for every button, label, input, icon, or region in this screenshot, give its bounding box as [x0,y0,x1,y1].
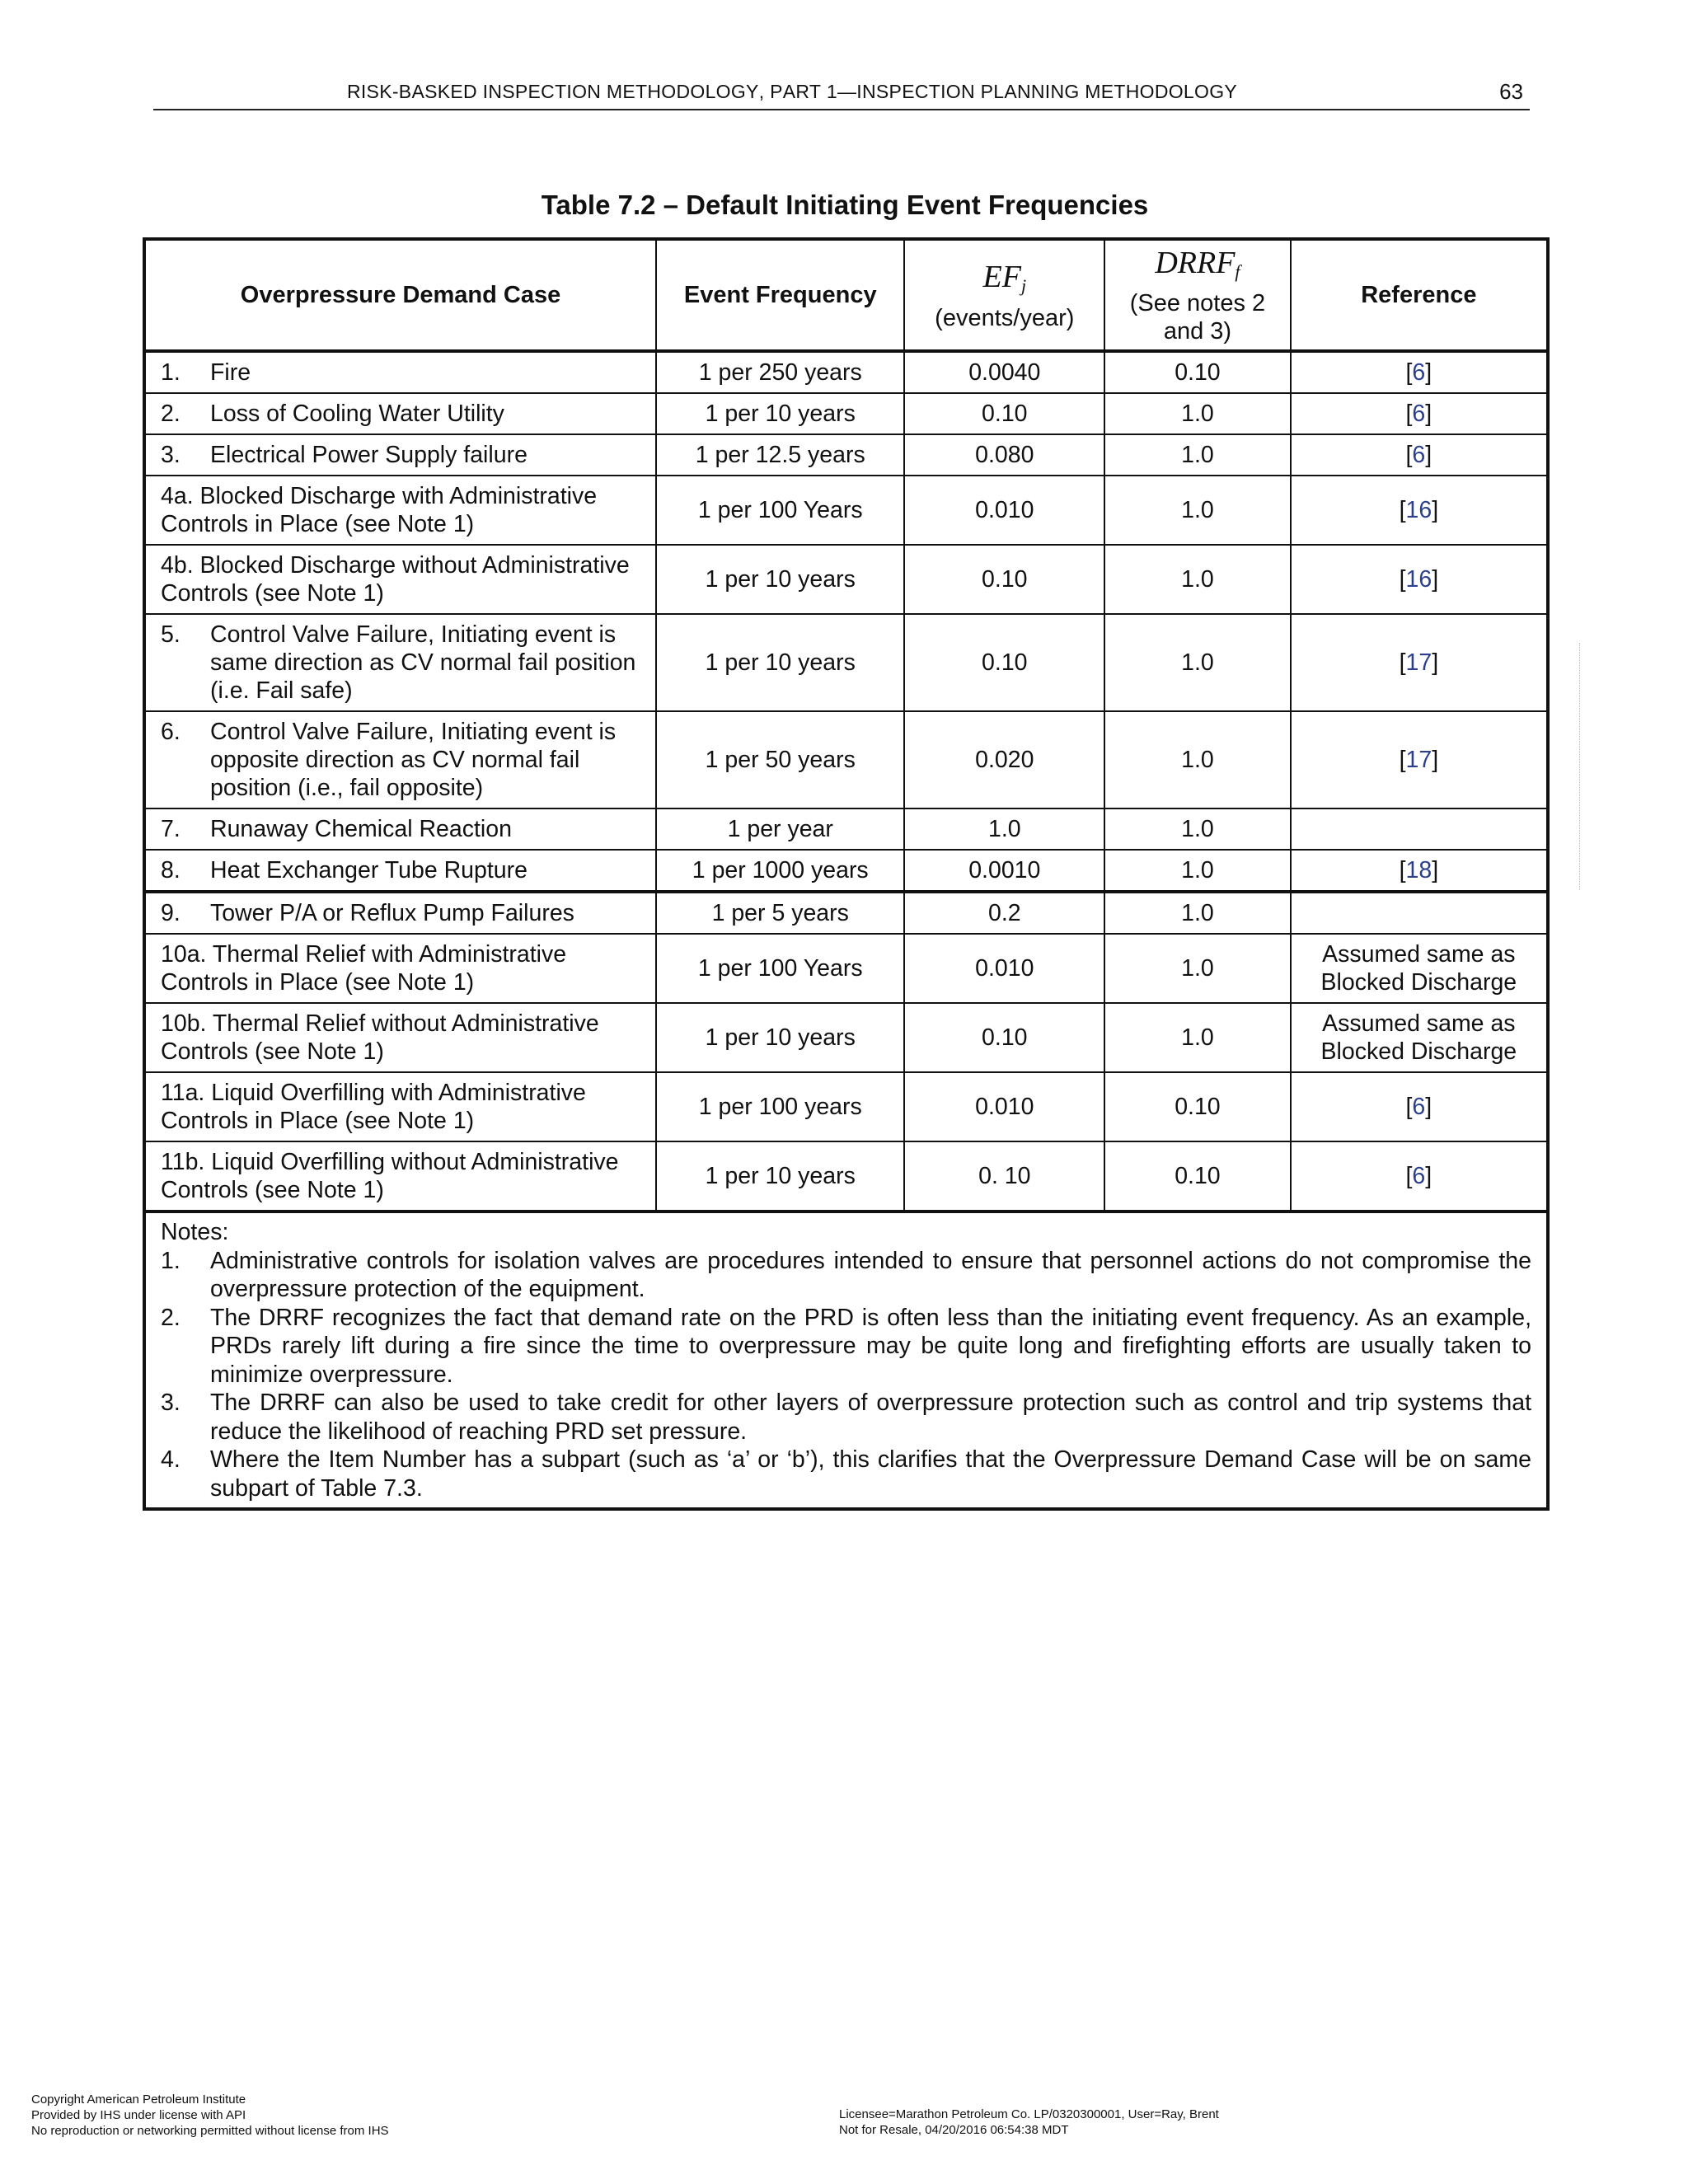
table-row: 6. Control Valve Failure, Initiating event is opposite direction as CV normal fail position (i.e., fail opposite) 1 per 50 years 0.020 1.0 [17] [144,711,1548,808]
reference-link[interactable]: 17 [1405,747,1432,773]
footer-license: Licensee=Marathon Petroleum Co. LP/0320300001, User=Ray, Brent Not for Resale, 04/20/2016 06:54:38 MDT [839,2107,1219,2137]
note-item: 3. The DRRF can also be used to take credit for other layers of overpressure protection such as control and trip systems that reduce the likelihood of reaching PRD set pressure. [161,1390,1531,1445]
note-item: 1. Administrative controls for isolation valves are procedures intended to ensure that personnel actions do not compromise the overpressure protection of the equipment. [161,1247,1531,1302]
col-header-frequency: Event Frequency [656,239,904,351]
table-row: 3. Electrical Power Supply failure 1 per 12.5 years 0.080 1.0 [6] [144,434,1548,476]
running-header [153,79,1530,110]
table-row: 2. Loss of Cooling Water Utility 1 per 10 years 0.10 1.0 [6] [144,393,1548,434]
notes-row [144,1212,1548,1509]
table-row: 11b. Liquid Overfilling without Administrative Controls (see Note 1) 1 per 10 years 0. 10 0.10 [6] [144,1141,1548,1212]
notes-cell [144,1212,1548,1509]
table-row: 1. Fire 1 per 250 years 0.0040 0.10 [6] [144,351,1548,393]
reference-link[interactable]: 16 [1405,566,1432,593]
margin-marks [1579,643,1583,890]
table-row: 9. Tower P/A or Reflux Pump Failures 1 per 5 years 0.2 1.0 [144,892,1548,934]
running-header-title: RISK-BASKED INSPECTION METHODOLOGY, PART 1—INSPECTION PLANNING METHODOLOGY [346,81,1238,102]
note-item: 4. Where the Item Number has a subpart (such as ‘a’ or ‘b’), this clarifies that the Overpressure Demand Case will be on same subpart of Table 7.3. [161,1446,1531,1502]
reference-link[interactable]: 18 [1405,857,1432,883]
table-row: 4b. Blocked Discharge without Administrative Controls (see Note 1) 1 per 10 years 0.10 1.0 [16] [144,545,1548,614]
table-title: Table 7.2 – Default Initiating Event Frequencies [541,190,1149,220]
col-header-ef: $EF_j$ (events/year) [904,239,1104,351]
reference-link[interactable]: 17 [1405,649,1432,676]
reference-link[interactable]: 6 [1412,1163,1426,1189]
table-row: 11a. Liquid Overfilling with Administrative Controls in Place (see Note 1) 1 per 100 years 0.010 0.10 [6] [144,1072,1548,1141]
reference-link[interactable]: 6 [1412,401,1426,427]
table-row: 10a. Thermal Relief with Administrative Controls in Place (see Note 1) 1 per 100 Years 0.010 1.0 Assumed same as Blocked Discharge [144,934,1548,1003]
table-row: 7. Runaway Chemical Reaction 1 per year 1.0 1.0 [144,808,1548,850]
table-row: 4a. Blocked Discharge with Administrative Controls in Place (see Note 1) 1 per 100 Years 0.010 1.0 [16] [144,476,1548,545]
table-row: 8. Heat Exchanger Tube Rupture 1 per 1000 years 0.0010 1.0 [18] [144,850,1548,892]
col-header-drrf: $DRRF_f$ (See notes 2 and 3) [1104,239,1291,351]
table-row: 5. Control Valve Failure, Initiating event is same direction as CV normal fail position (i.e. Fail safe) 1 per 10 years 0.10 1.0 [17] [144,614,1548,711]
col-header-case: Overpressure Demand Case [144,239,656,351]
table-row: 10b. Thermal Relief without Administrative Controls (see Note 1) 1 per 10 years 0.10 1.0 Assumed same as Blocked Discharge [144,1003,1548,1072]
reference-link[interactable]: 6 [1412,442,1426,468]
page-number: 63 [1499,79,1523,104]
reference-link[interactable]: 6 [1412,1094,1426,1120]
note-item: 2. The DRRF recognizes the fact that demand rate on the PRD is often less than the initiating event frequency. As an example, PRDs rarely lift during a fire since the time to overpressure may be quite long and firefighting efforts are usually taken to minimize overpressure. [161,1304,1531,1388]
footer-copyright: Copyright American Petroleum Institute Provided by IHS under license with API No reproduction or networking permitted without license from IHS [31,2093,389,2138]
col-header-reference: Reference [1291,239,1548,351]
reference-link[interactable]: 6 [1412,359,1426,386]
reference-link[interactable]: 16 [1405,497,1432,523]
table-container [143,237,1550,1511]
table-header-row [144,239,1548,351]
initiating-event-table [143,237,1550,1511]
notes-heading: Notes: [161,1219,229,1245]
